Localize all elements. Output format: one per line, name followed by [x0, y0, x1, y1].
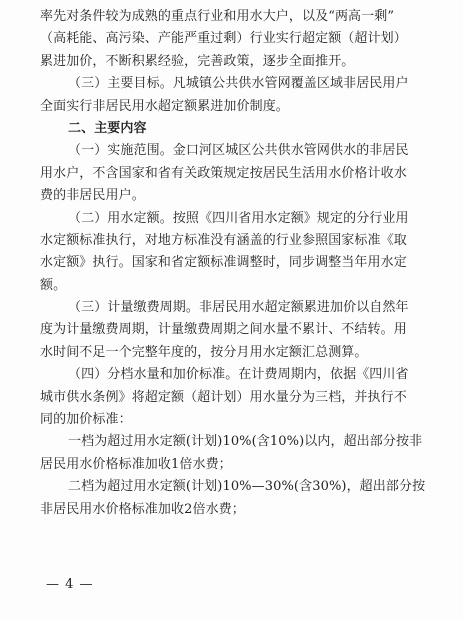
text-line: 非居民用水价格标准加收2倍水费； — [40, 501, 245, 517]
text-line: 费的非居民用户。 — [40, 188, 145, 204]
text-line: 累进加价，不断积累经验，完善政策，逐步全面推开。 — [40, 53, 355, 69]
text-line: 全面实行非居民用水超定额累进加价制度。 — [40, 98, 289, 114]
document-body — [40, 6, 436, 521]
text-line: 二档为超过用水定额(计划)10%—30%(含30%)，超出部分按 — [68, 479, 426, 495]
text-line: 水定额标准执行，对地方标准没有涵盖的行业参照国家标准《取 — [40, 232, 407, 248]
text-line: （三）计量缴费周期。非居民用水超定额累进加价以自然年 — [68, 300, 409, 316]
text-line: （二）用水定额。按照《四川省用水定额》规定的分行业用 — [68, 210, 409, 226]
section-heading: 二、主要内容 — [68, 120, 147, 136]
text-line: 率先对条件较为成熟的重点行业和用水大户，以及“两高一剩” — [40, 9, 395, 24]
text-line: （一）实施范围。金口河区城区公共供水管网供水的非居民 — [68, 143, 409, 159]
text-line: 额。 — [40, 277, 67, 293]
text-line: 度为计量缴费周期，计量缴费周期之间水量不累计、不结转。用 — [40, 322, 407, 338]
text-line: 水时间不足一个完整年度的，按分月用水定额汇总测算。 — [40, 344, 368, 360]
text-line: 居民用水价格标准加收1倍水费； — [40, 456, 232, 472]
text-line: 同的加价标准： — [40, 412, 132, 428]
text-line: 城市供水条例》将超定额（超计划）用水量分为三档，并执行不 — [40, 389, 407, 405]
text-line: （四）分档水量和加价标准。在计费周期内，依据《四川省 — [68, 367, 409, 383]
text-line: （三）主要目标。凡城镇公共供水管网覆盖区域非居民用户 — [68, 76, 409, 92]
text-line: 用水户，不含国家和省有关政策规定按居民生活用水价格计收水 — [40, 165, 407, 181]
text-line: 一档为超过用水定额(计划)10%(含10%)以内，超出部分按非 — [68, 434, 423, 450]
page-number: — 4 — — [46, 577, 94, 592]
text-line: （高耗能、高污染、产能严重过剩）行业实行超定额（超计划） — [40, 31, 407, 47]
text-line: 水定额》执行。国家和省定额标准调整时，同步调整当年用水定 — [40, 255, 407, 271]
